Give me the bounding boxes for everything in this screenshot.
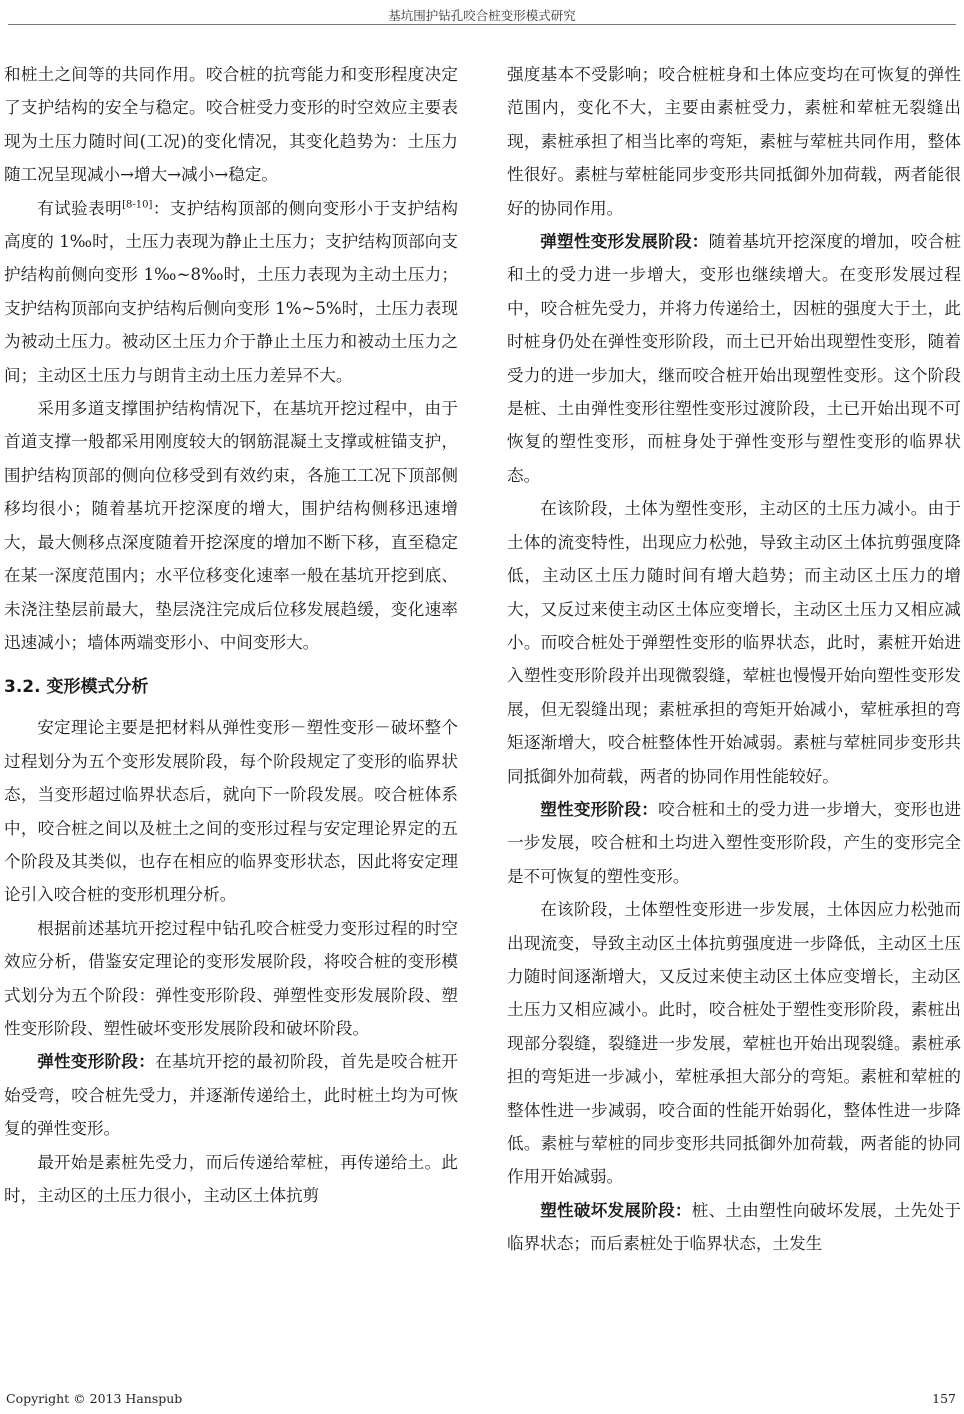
paragraph-text: 桩、土由塑性向破坏发展，土先处于临界状态；而后素桩处于临界状态，土发生	[507, 1200, 962, 1254]
page-number: 157	[932, 1391, 956, 1406]
paragraph	[4, 1045, 458, 1145]
paragraph-text: 在基坑开挖的最初阶段，首先是咬合桩开始受弯，咬合桩先受力，并逐渐传递给土，此时桩土均为可恢复的弹性变形。	[4, 1052, 459, 1139]
paragraph: 强度基本不受影响；咬合桩桩身和土体应变均在可恢复的弹性范围内，变化不大，主要由素桩受力，素桩和荤桩无裂缝出现，素桩承担了相当比率的弯矩，素桩与荤桩共同作用，整体性很好。素桩与荤桩能同步变形共同抵御外加荷载，两者能很好的协同作用。	[507, 65, 961, 218]
citation-ref: [8-10]	[122, 199, 153, 211]
stage-term: 弹性变形阶段：	[37, 1051, 156, 1072]
paragraph: 根据前述基坑开挖过程中钻孔咬合桩受力变形过程的时空效应分析，借鉴安定理论的变形发展阶段，将咬合桩的变形模式划分为五个阶段：弹性变形阶段、弹塑性变形发展阶段、塑性变形阶段、塑性破坏变形发展阶段和破坏阶段。	[4, 918, 458, 1038]
paragraph-text: ：支护结构顶部的侧向变形小于支护结构高度的 1‰时，土压力表现为静止土压力；支护结构顶部向支护结构前侧向变形 1‰~8‰时，土压力表现为主动土压力；支护结构顶部向支护结构后侧向变形 1%~5%时，土压力表现为被动土压力。被动区土压力介于静止土压力和被动土压力之间；主动区土压力与朗肯主动土压力差异不大。	[4, 198, 459, 385]
header-rule	[8, 24, 956, 25]
paragraph-text: 咬合桩和土的受力进一步增大，变形也进一步发展，咬合桩和土均进入塑性变形阶段，产生的变形完全是不可恢复的塑性变形。	[507, 799, 962, 886]
stage-term: 塑性破坏发展阶段：	[540, 1199, 692, 1220]
paragraph-text: 有试验表明	[37, 198, 123, 218]
section-heading: 3.2. 变形模式分析	[4, 677, 149, 698]
paragraph: 最开始是素桩先受力，而后传递给荤桩，再传递给土。此时，主动区的土压力很小，主动区土体抗剪	[4, 1152, 458, 1205]
paragraph-text: 随着基坑开挖深度的增加，咬合桩和土的受力进一步增大，变形也继续增大。在变形发展过程中，咬合桩先受力，并将力传递给土，因桩的强度大于土，此时桩身仍处在弹性变形阶段，而土已开始出现塑性变形，随着受力的进一步加大，继而咬合桩开始出现塑性变形。这个阶段是桩、土由弹性变形往塑性变形过渡阶段，土已开始出现不可恢复的塑性变形，而桩身处于弹性变形与塑性变形的临界状态。	[507, 232, 962, 485]
paragraph	[507, 793, 961, 893]
paragraph: 在该阶段，土体为塑性变形，主动区的土压力减小。由于土体的流变特性，出现应力松弛，导致主动区土体抗剪强度降低，主动区土压力随时间有增大趋势；而主动区土压力的增大，又反过来使主动区土体应变增长，主动区土压力又相应减小。而咬合桩处于弹塑性变形的临界状态，此时，素桩开始进入塑性变形阶段并出现微裂缝，荤桩也慢慢开始向塑性变形发展，但无裂缝出现；素桩承担的弯矩开始减小，荤桩承担的弯矩逐渐增大，咬合桩整体性开始减弱。素桩与荤桩同步变形共同抵御外加荷载，两者的协同作用性能较好。	[507, 499, 961, 786]
paragraph	[507, 1194, 961, 1261]
stage-term: 弹塑性变形发展阶段：	[540, 231, 709, 252]
paragraph: 采用多道支撑围护结构情况下，在基坑开挖过程中，由于首道支撑一般都采用刚度较大的钢筋混凝土支撑或桩锚支护，围护结构顶部的侧向位移受到有效约束，各施工工况下顶部侧移均很小；随着基坑开挖深度的增大，围护结构侧移迅速增大，最大侧移点深度随着开挖深度的增加不断下移，直至稳定在某一深度范围内；水平位移变化速率一般在基坑开挖到底、未浇注垫层前最大，垫层浇注完成后位移发展趋缓，变化速率迅速减小；墙体两端变形小、中间变形大。	[4, 399, 458, 652]
left-column	[4, 58, 458, 1212]
paragraph: 安定理论主要是把材料从弹性变形－塑性变形－破坏整个过程划分为五个变形发展阶段，每个阶段规定了变形的临界状态，当变形超过临界状态后，就向下一阶段发展。咬合桩体系中，咬合桩之间以及桩土之间的变形过程与安定理论界定的五个阶段及其类似，也存在相应的临界变形状态，因此将安定理论引入咬合桩的变形机理分析。	[4, 718, 458, 905]
paragraph	[507, 225, 961, 492]
copyright-text: Copyright © 2013 Hanspub	[6, 1391, 183, 1406]
right-column	[507, 58, 961, 1261]
paragraph: 和桩土之间等的共同作用。咬合桩的抗弯能力和变形程度决定了支护结构的安全与稳定。咬合桩受力变形的时空效应主要表现为土压力随时间(工况)的变化情况，其变化趋势为：土压力随工况呈现减小→增大→减小→稳定。	[4, 65, 458, 185]
paragraph	[4, 192, 458, 392]
stage-term: 塑性变形阶段：	[540, 798, 659, 819]
running-header: 基坑围护钻孔咬合桩变形模式研究	[388, 8, 576, 23]
paragraph: 在该阶段，土体塑性变形进一步发展，土体因应力松弛而出现流变，导致主动区土体抗剪强度进一步降低，主动区土压力随时间逐渐增大，又反过来使主动区土体应变增长，主动区土压力又相应减小。此时，咬合桩处于塑性变形阶段，素桩出现部分裂缝，裂缝进一步发展，荤桩也开始出现裂缝。素桩承担的弯矩进一步减小，荤桩承担大部分的弯矩。素桩和荤桩的整体性进一步减弱，咬合面的性能开始弱化，整体性进一步降低。素桩与荤桩的同步变形共同抵御外加荷载，两者能的协同作用开始减弱。	[507, 900, 961, 1187]
